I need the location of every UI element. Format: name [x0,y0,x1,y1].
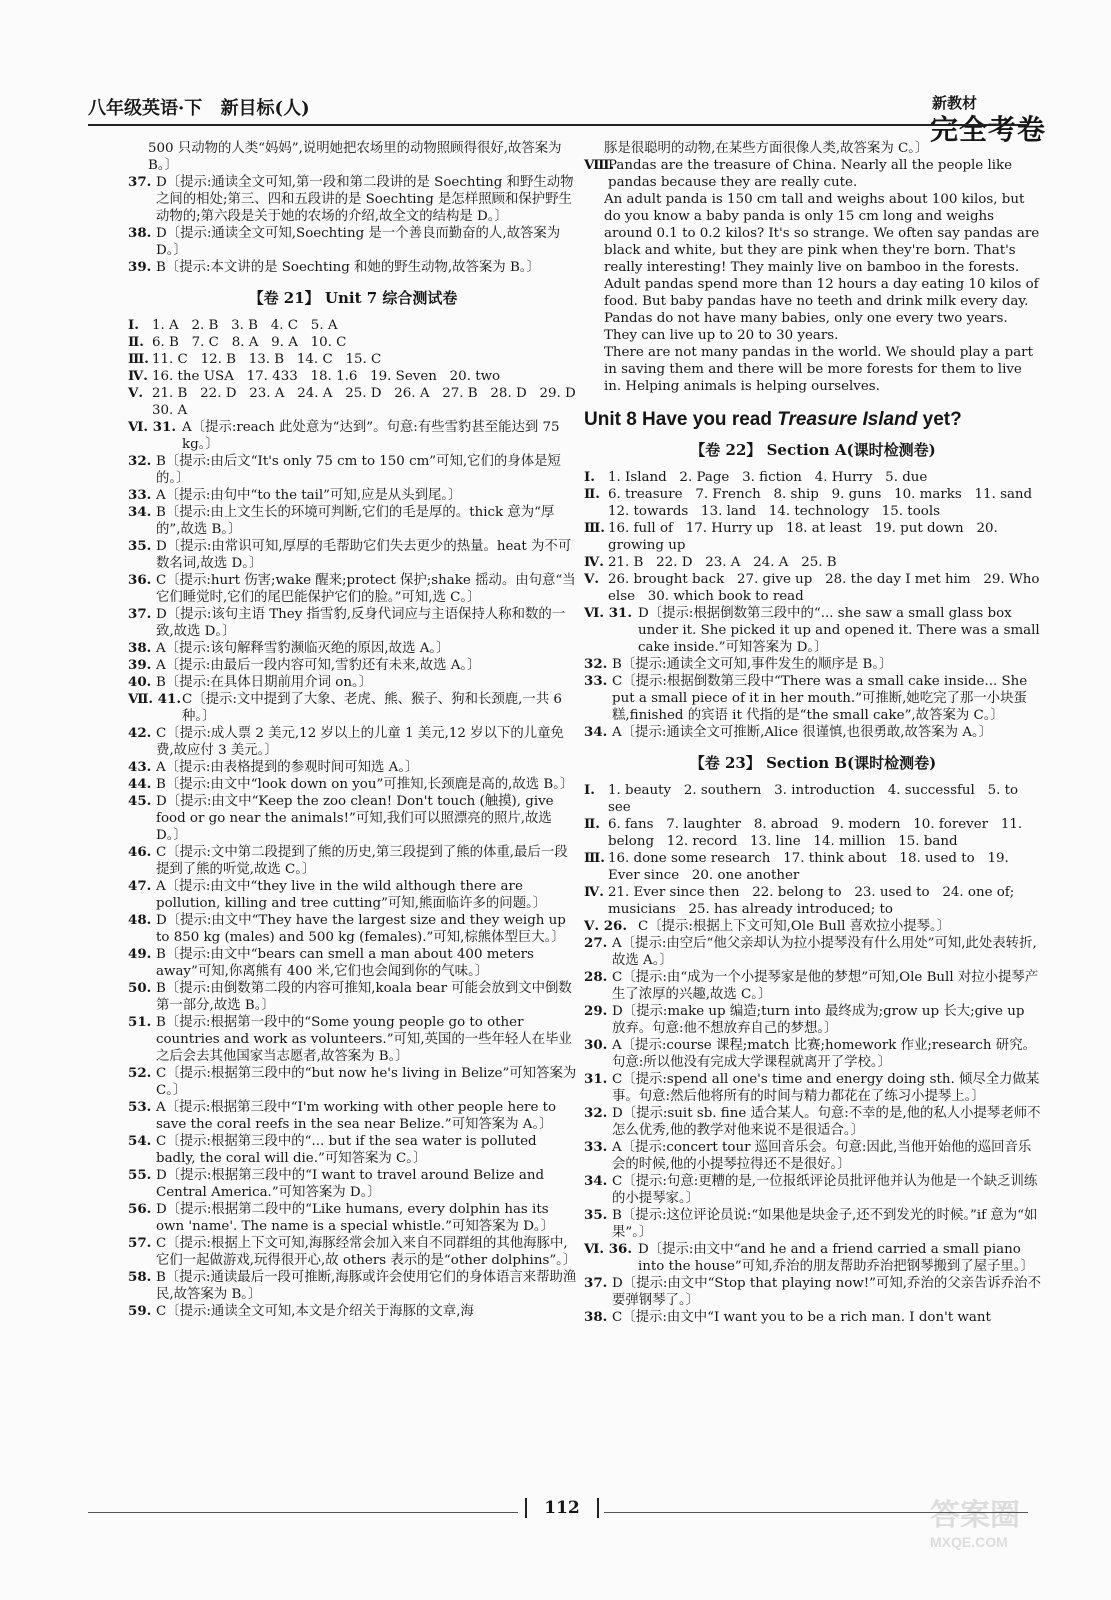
answer-text: A〔提示:通读全文可推断,Alice 很谨慎,也很勇敢,故答案为 A。〕 [612,725,993,740]
answer-row-text: 21. Ever since then 22. belong to 23. used to 24. one of; musicians 25. has already introduced; to [608,885,1019,917]
answer-item [128,878,578,912]
page-header [88,94,310,120]
book-title: 八年级英语·下 [88,98,203,119]
section-number: Ⅳ. [584,884,604,900]
answer-item [128,1201,578,1235]
answer-item [128,674,578,691]
answer-row [584,850,1042,884]
answer-item [128,912,578,946]
card-23-title: 【卷 23】 Section B(课时检测卷) [689,754,937,772]
answer-text: D〔提示:通读全文可知,Soechting 是一个善良而勤奋的人,故答案为 D。〕 [156,226,561,258]
answer-number: 58. [128,1269,152,1285]
answer-text: B〔提示:根据第一段中的“Some young people go to other countries and work as volunteers.”可知,英国的一些年轻人在毕业之后会去其他国家当志愿者,故答案为 B。〕 [156,1015,572,1064]
answer-text: B〔提示:通读最后一段可推断,海豚或许会使用它们的身体语言来帮助渔民,故答案为 B。〕 [156,1270,577,1302]
right-column [584,140,1045,1326]
answer-number: Ⅵ. 31. [128,419,177,435]
answer-row-text: 1. A 2. B 3. B 4. C 5. A [152,318,338,333]
answer-item [584,673,1042,724]
answer-number: 33. [584,673,608,689]
answer-text: D〔提示:通读全文可知,第一段和第二段讲的是 Soechting 和野生动物之间的相处;第三、四和五段讲的是 Soechting 是怎样照顾和保护野生动物的;第六段是关于她的农场的介绍,故全文的结构是 D。〕 [156,175,574,224]
answer-number: 56. [128,1201,152,1217]
answer-text: D〔提示:suit sb. fine 适合某人。句意:不幸的是,他的私人小提琴老师不怎么优秀,他的教学对他来说不是很适合。〕 [612,1106,1041,1138]
answer-item [128,453,578,487]
card-22-title: 【卷 22】 Section A(课时检测卷) [690,441,936,459]
answer-text: C〔提示:成人票 2 美元,12 岁以上的儿童 1 美元,12 岁以下的儿童免费,故应付 3 美元。〕 [156,726,564,758]
answer-item [128,725,578,759]
answer-text: D〔提示:该句主语 They 指雪豹,反身代词应与主语保持人称和数的一致,故选 D。〕 [156,607,566,639]
answer-text: D〔提示:根据第二段中的“Like humans, every dolphin has its own 'name'. The name is a special whistle.”可知答案为 D。〕 [156,1202,555,1234]
book-edition: 新目标(人) [220,98,310,119]
answer-number: Ⅶ. 41. [128,691,182,707]
answer-row [584,554,1042,571]
section-list-22 [584,469,1045,605]
answer-row-text: 21. B 22. D 23. A 24. A 25. D 26. A 27. B 28. D 29. D 30. A [152,386,589,418]
answer-number: 34. [584,1173,608,1189]
brand-logo: 完全考卷 [930,113,1047,146]
answer-number: 34. [584,724,608,740]
answer-row-text: 11. C 12. B 13. B 14. C 15. C [152,352,382,367]
answer-item [128,1269,578,1303]
answer-number: 55. [128,1167,152,1183]
answer-item [128,776,578,793]
question-list-b [128,419,578,1320]
answer-item [584,935,1042,969]
answer-row-text: 1. beauty 2. southern 3. introduction 4. successful 5. to see [608,783,1023,815]
answer-text: C〔提示:hurt 伤害;wake 醒来;protect 保护;shake 摇动。由句意“当它们睡觉时,它们的尾巴能保护它们的脸。”可知,选 C。〕 [156,573,576,605]
answer-item [128,259,578,276]
answer-row [584,884,1042,918]
footer-rule-left [88,1512,518,1513]
answer-item [128,174,578,225]
answer-number: 38. [584,1309,608,1325]
answer-text: C〔提示:根据第三段中的“but now he's living in Belize”可知答案为 C。〕 [156,1066,577,1098]
answer-item [584,1139,1042,1173]
answer-item [584,1207,1042,1241]
answer-number: 35. [584,1207,608,1223]
answer-item [128,419,578,453]
answer-text: C〔提示:由文中“I want you to be a rich man. I don't want [612,1310,991,1325]
answer-text: B〔提示:由文中“look down on you”可推知,长颈鹿是高的,故选 B。〕 [156,777,574,792]
answer-number: 50. [128,980,152,996]
answer-text: A〔提示:由表格提到的参观时间可知选 A。〕 [156,760,419,775]
section-number: Ⅰ. [584,782,595,798]
answer-item [584,1105,1042,1139]
answer-text: D〔提示:由常识可知,厚厚的毛帮助它们失去更少的热量。heat 为不可数名词,故选 D。〕 [156,539,572,571]
answer-number: 54. [128,1133,152,1149]
section-8-label: Ⅷ. [584,157,615,173]
answer-item [584,1309,1042,1326]
answer-text: C〔提示:句意:更糟的是,一位报纸评论员批评他并认为他是一个缺乏训练的小提琴家。〕 [612,1174,1038,1206]
answer-text: A〔提示:由空后“他父亲却认为拉小提琴没有什么用处”可知,此处表转折,故选 A。〕 [612,936,1037,968]
answer-number: 40. [128,674,152,690]
answer-number: 32. [584,656,608,672]
section-number: Ⅲ. [584,850,605,866]
answer-item [128,572,578,606]
answer-text: D〔提示:根据倒数第三段中的“... she saw a small glass box under it. She picked it up and opened it. There was a small cake inside.”可知答案为 D。〕 [638,606,1040,655]
answer-item [584,969,1042,1003]
answer-number: 46. [128,844,152,860]
answer-number: 47. [128,878,152,894]
answer-number: 32. [584,1105,608,1121]
answer-number: 38. [128,225,152,241]
section-number: Ⅲ. [128,351,149,367]
answer-item [128,1099,578,1133]
answer-row [584,782,1042,816]
answer-number: 49. [128,946,152,962]
answer-item [128,1235,578,1269]
answer-item [128,1065,578,1099]
section-8-text: Pandas are the treasure of China. Nearly all the people like pandas because they are really cute. [608,158,1013,190]
answer-row [584,571,1042,605]
answer-number: 42. [128,725,152,741]
answer-number: Ⅵ. 31. [584,605,633,621]
section-number: Ⅳ. [128,368,148,384]
answer-row-text: 21. B 22. D 23. A 24. A 25. B [608,555,837,570]
answer-text: B〔提示:通读全文可知,事件发生的顺序是 B。〕 [612,657,893,672]
unit-8-title: Unit 8 Have you read Treasure Island yet? [584,409,962,430]
answer-text: C〔提示:根据上下文可知,Ole Bull 喜欢拉小提琴。〕 [638,919,951,934]
passage-paragraph: There are not many pandas in the world. We should play a part in saving them and there will be more forests for them to live in. Helping animals is helping ourselves. [604,345,1033,394]
answer-number: 38. [128,640,152,656]
answer-text: C〔提示:根据上下文可知,海豚经常会加入来自不同群组的其他海豚中,它们一起做游戏,玩得很开心,故 others 表示的是“other dolphins”。〕 [156,1236,577,1268]
answer-item [128,487,578,504]
answer-row-text: 16. done some research 17. think about 18. used to 19. Ever since 20. one another [608,851,1014,883]
answer-item [584,1071,1042,1105]
answer-text: A〔提示:由文中“they live in the wild although there are pollution, killing and tree cutting”可知,熊面临许多的问题。〕 [156,879,547,911]
answer-text: C〔提示:由“成为一个小提琴家是他的梦想”可知,Ole Bull 对拉小提琴产生了浓厚的兴趣,故选 C。〕 [612,970,1039,1002]
passage-paragraph: An adult panda is 150 cm tall and weighs about 100 kilos, but do you know a baby panda is only 15 cm long and weighs around 0.1 to 0.2 kilos? It's so strange. We often say pandas are black and white, but they are pink when they're born. That's really interesting! They mainly live on bamboo in the forests. Adult pandas spend more than 12 hours a day eating 10 kilos of food. But baby pandas have no teeth and drink milk every day. Pandas do not have many babies, only one every two years. They can live up to 20 to 30 years. [604,192,1040,343]
answer-number: 39. [128,657,152,673]
answer-number: 59. [128,1303,152,1319]
answer-text: B〔提示:在具体日期前用介词 on。〕 [156,675,373,690]
answer-number: 43. [128,759,152,775]
answer-item [128,225,578,259]
answer-item [128,759,578,776]
answer-row [584,816,1042,850]
answer-row [584,486,1045,520]
answer-number: 35. [128,538,152,554]
answer-item [584,1037,1042,1071]
answer-number: 34. [128,504,152,520]
section-number: Ⅲ. [584,520,605,536]
answer-row-text: 6. fans 7. laughter 8. abroad 9. modern 10. forever 11. belong 12. record 13. line 14. million 15. band [608,817,1027,849]
section-number: Ⅱ. [128,334,144,350]
answer-number: 39. [128,259,152,275]
section-number: Ⅳ. [584,554,604,570]
answer-number: 29. [584,1003,608,1019]
answer-text: B〔提示:这位评论员说:“如果他是块金子,还不到发光的时候。”if 意为“如果”。〕 [612,1208,1038,1240]
answer-text: A〔提示:course 课程;match 比赛;homework 作业;research 研究。句意:所以他没有完成大学课程就离开了学校。〕 [612,1038,1036,1070]
left-column [128,140,589,1320]
answer-number: 48. [128,912,152,928]
answer-row [128,317,578,334]
page-number: 112 [525,1498,599,1518]
answer-number: 33. [584,1139,608,1155]
answer-item [128,606,578,640]
section-number: Ⅰ. [584,469,595,485]
answer-number: 53. [128,1099,152,1115]
question-list-23 [584,918,1042,1326]
header-rule [88,124,1028,126]
answer-item [128,946,578,980]
answer-row [128,368,578,385]
answer-number: 45. [128,793,152,809]
answer-row-text: 6. treasure 7. French 8. ship 9. guns 10. marks 11. sand 12. towards 13. land 14. technology 15. tools [608,487,1045,519]
answer-text: A〔提示:由最后一段内容可知,雪豹还有未来,故选 A。〕 [156,658,481,673]
answer-row-text: 26. brought back 27. give up 28. the day I met him 29. Who else 30. which book to read [608,572,1044,604]
answer-row-text: 6. B 7. C 8. A 9. A 10. C [152,335,347,350]
watermark-logo: 答案圈 MXQE.COM [930,1499,1020,1550]
answer-item [584,1241,1042,1275]
answer-text: B〔提示:本文讲的是 Soechting 和她的野生动物,故答案为 B。〕 [156,260,540,275]
answer-number: 37. [584,1275,608,1291]
answer-text: C〔提示:spend all one's time and energy doing sth. 倾尽全力做某事。句意:然后他将所有的时间与精力都花在了练习小提琴上。〕 [612,1072,1040,1104]
answer-number: 51. [128,1014,152,1030]
answer-text: A〔提示:该句解释雪豹濒临灭绝的原因,故选 A。〕 [156,641,450,656]
answer-item [128,1303,578,1320]
answer-text: D〔提示:由文中“They have the largest size and they weigh up to 850 kg (males) and 500 kg (females).”可知,棕熊体型巨大。〕 [156,913,566,945]
answer-text: D〔提示:由文中“and he and a friend carried a small piano into the house”可知,乔治的朋友帮助乔治把钢琴搬到了屋子里。〕 [638,1242,1034,1274]
answer-text: D〔提示:由文中“Stop that playing now!”可知,乔治的父亲告诉乔治不要弹钢琴了。〕 [612,1276,1041,1308]
answer-item [128,1133,578,1167]
answer-text: B〔提示:由文中“bears can smell a man about 400 meters away”可知,你离熊有 400 米,它们也会闻到你的气味。〕 [156,947,534,979]
answer-number: 37. [128,174,152,190]
section-list-21 [128,317,589,419]
intro-text: 500 只动物的人类“妈妈”,说明她把农场里的动物照顾得很好,故答案为 B。〕 [148,141,562,173]
answer-text: D〔提示:由文中“Keep the zoo clean! Don't touch (触摸), give food or go near the animals!”可知,我们可以照漂亮的照片,故选 D。〕 [156,794,554,843]
answer-row-text: 16. the USA 17. 433 18. 1.6 19. Seven 20. two [152,369,501,384]
answer-row [128,385,589,419]
answer-text: C〔提示:文中提到了大象、老虎、熊、猴子、狗和长颈鹿,一共 6 种。〕 [182,692,562,724]
answer-text: D〔提示:make up 编造;turn into 最终成为;grow up 长大;give up 放弃。句意:他不想放弃自己的梦想。〕 [612,1004,1025,1036]
answer-text: C〔提示:根据第三段中的“... but if the sea water is polluted badly, the coral will die.”可知答案为 C。〕 [156,1134,537,1166]
section-number: Ⅱ. [584,816,600,832]
answer-number: 30. [584,1037,608,1053]
section-8 [584,157,1042,191]
answer-text: C〔提示:根据倒数第三段中“There was a small cake inside... She put a small piece of it in her mouth.”可推断,她吃完了那一小块蛋糕,finished 的宾语 it 代指的是“the small cake”,故答案为 C。〕 [612,674,1028,723]
section-number: Ⅴ. [584,571,600,587]
answer-number: 33. [128,487,152,503]
answer-text: B〔提示:由后文“It's only 75 cm to 150 cm”可知,它们的身体是短的。〕 [156,454,561,486]
answer-text: D〔提示:根据第三段中的“I want to travel around Belize and Central America.”可知答案为 D。〕 [156,1168,545,1200]
answer-item [128,1014,578,1065]
answer-row [128,334,578,351]
answer-item [128,844,578,878]
answer-row [584,520,1042,554]
answer-number: 28. [584,969,608,985]
answer-item [584,1003,1042,1037]
section-number: Ⅰ. [128,317,139,333]
answer-item [584,1173,1042,1207]
brand-small: 新教材 [932,94,978,112]
answer-number: 32. [128,453,152,469]
question-list-22 [584,605,1042,741]
answer-text: B〔提示:由倒数第二段的内容可推知,koala bear 可能会放到文中倒数第一部分,故选 B。〕 [156,981,572,1013]
continuation-text: 豚是很聪明的动物,在某些方面很像人类,故答案为 C。〕 [604,141,929,156]
answer-item [128,793,578,844]
answer-number: 36. [128,572,152,588]
answer-number: Ⅵ. 36. [584,1241,633,1257]
answer-number: 52. [128,1065,152,1081]
answer-number: 57. [128,1235,152,1251]
answer-text: A〔提示:根据第三段中“I'm working with other people here to save the coral reefs in the sea near Belize.”可知答案为 A。〕 [156,1100,557,1132]
section-number: Ⅴ. [128,385,144,401]
answer-item [128,980,578,1014]
answer-row [128,351,578,368]
answer-item [128,504,578,538]
answer-text: A〔提示:reach 此处意为“达到”。句意:有些雪豹甚至能达到 75 kg。〕 [182,420,560,452]
answer-text: B〔提示:由上文生长的环境可判断,它们的毛是厚的。thick 意为“厚的”,故选 B。〕 [156,505,555,537]
answer-item [128,640,578,657]
answer-item [128,691,578,725]
question-list-a [128,174,578,276]
answer-text: C〔提示:文中第二段提到了熊的历史,第三段提到了熊的体重,最后一段提到了熊的听觉,故选 C。〕 [156,845,568,877]
answer-item [128,538,578,572]
answer-item [584,605,1042,656]
answer-item [584,918,1042,935]
answer-row-text: 1. Island 2. Page 3. fiction 4. Hurry 5. due [608,470,928,485]
answer-number: 31. [584,1071,608,1087]
answer-item [584,1275,1042,1309]
card-21-title: 【卷 21】 Unit 7 综合测试卷 [248,289,458,307]
answer-item [128,657,578,674]
answer-number: 37. [128,606,152,622]
answer-row [584,469,1042,486]
answer-text: A〔提示:由句中“to the tail”可知,应是从头到尾。〕 [156,488,462,503]
answer-item [128,1167,578,1201]
answer-number: 44. [128,776,152,792]
section-list-23 [584,782,1042,918]
section-number: Ⅱ. [584,486,600,502]
answer-item [584,656,1042,673]
answer-item [584,724,1042,741]
answer-text: A〔提示:concert tour 巡回音乐会。句意:因此,当他开始他的巡回音乐会的时候,他的小提琴拉得还不是很好。〕 [612,1140,1032,1172]
answer-row-text: 16. full of 17. Hurry up 18. at least 19. put down 20. growing up [608,521,1003,553]
answer-text: C〔提示:通读全文可知,本文是介绍关于海豚的文章,海 [156,1304,474,1319]
answer-number: 27. [584,935,608,951]
answer-number: Ⅴ. 26. [584,918,628,934]
